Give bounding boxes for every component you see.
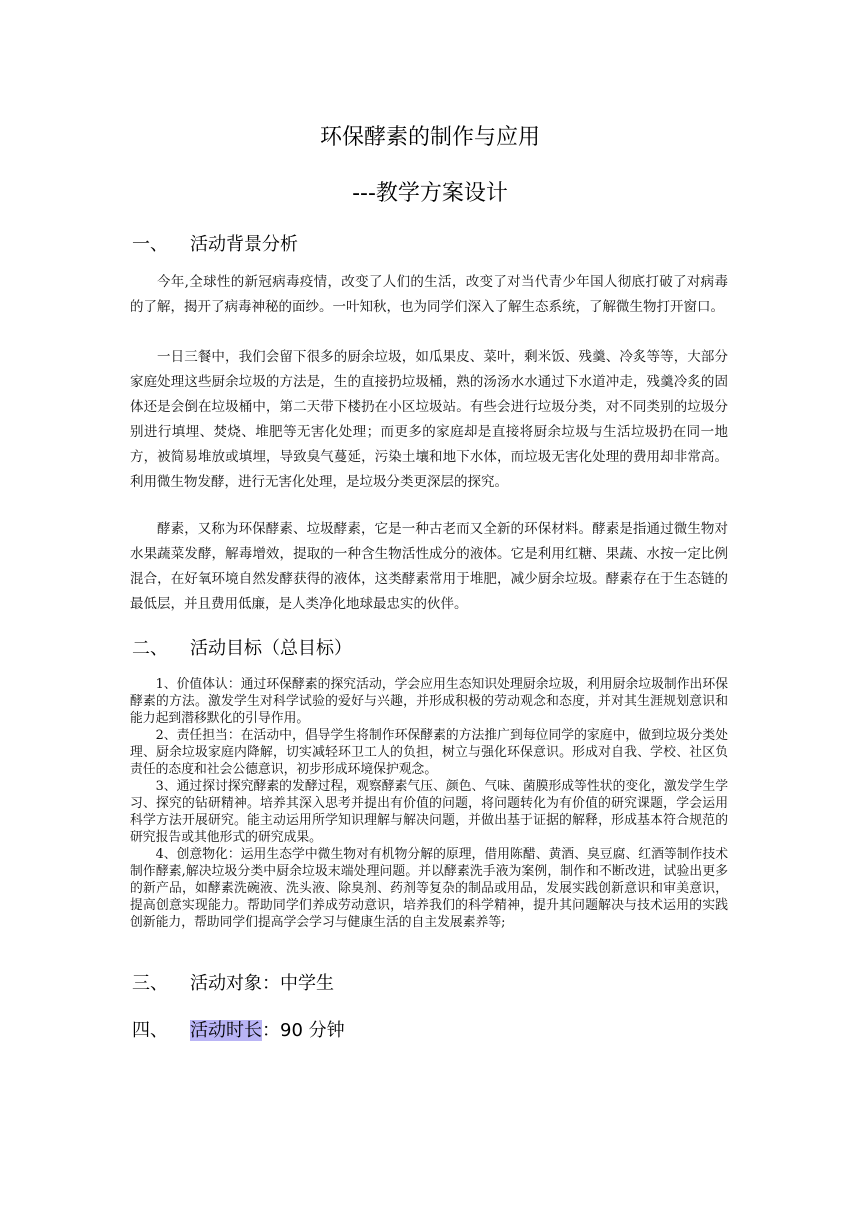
document-title: 环保酵素的制作与应用 [319,125,540,150]
section-number: 三、 [132,973,168,994]
goal-item-3: 3、通过探讨探究酵素的发酵过程，观察酵素气压、颜色、气味、菌膜形成等性状的变化，激发学生学习、探究的钻研精神。培养其深入思考并提出有价值的问题，将问题转化为有价值的研究课题，学会运用科学方法开展研究。能主动运用所学知识理解与解决问题，并做出基于证据的解释，形成基本符合规范的研究报告或其他形式的研究成果。 [130,779,728,845]
highlighted-text: 活动时长 [190,1020,262,1041]
document-subtitle: ---教学方案设计 [352,181,508,206]
background-paragraph-2: 一日三餐中，我们会留下很多的厨余垃圾，如瓜果皮、菜叶，剩米饭、残羹、冷炙等等，大部分家庭处理这些厨余垃圾的方法是，生的直接扔垃圾桶，熟的汤汤水水通过下水道冲走，残羹冷炙的固体还是会倒在垃圾桶中，第二天带下楼扔在小区垃圾站。有些会进行垃圾分类，对不同类别的垃圾分别进行填埋、焚烧、堆肥等无害化处理；而更多的家庭却是直接将厨余垃圾与生活垃圾扔在同一地方，被简易堆放或填埋，导致臭气蔓延，污染土壤和地下水体，而垃圾无害化处理的费用却非常高。利用微生物发酵，进行无害化处理，是垃圾分类更深层的探究。 [130,349,728,490]
section-heading-3 [132,969,334,995]
background-paragraph-1: 今年,全球性的新冠病毒疫情，改变了人们的生活，改变了对当代青少年国人彻底打破了对病毒的了解，揭开了病毒神秘的面纱。一叶知秋，也为同学们深入了解生态系统，了解微生物打开窗口。 [130,274,728,315]
section-number: 一、 [132,234,168,255]
goal-item-1: 1、价值体认：通过环保酵素的探究活动，学会应用生态知识处理厨余垃圾，利用厨余垃圾制作出环保酵素的方法。激发学生对科学试验的爱好与兴趣，并形成积极的劳动观念和态度，并对其生涯规划意识和能力起到潜移默化的引导作用。 [130,677,728,726]
section-title: 活动对象：中学生 [190,973,334,994]
section-title: 活动背景分析 [190,234,298,255]
section-heading-4 [132,1016,345,1042]
section-number: 四、 [132,1020,168,1041]
background-paragraph-3: 酵素，又称为环保酵素、垃圾酵素，它是一种古老而又全新的环保材料。酵素是指通过微生物对水果蔬菜发酵，解毒增效，提取的一种含生物活性成分的液体。它是利用红糖、果蔬、水按一定比例混合，在好氧环境自然发酵获得的液体，这类酵素常用于堆肥，减少厨余垃圾。酵素存在于生态链的最低层，并且费用低廉，是人类净化地球最忠实的伙伴。 [130,521,728,612]
section-title-rest: ：90 分钟 [262,1020,345,1041]
goal-item-4: 4、创意物化：运用生态学中微生物对有机物分解的原理，借用陈醋、黄酒、臭豆腐、红酒等制作技术制作酵素,解决垃圾分类中厨余垃圾末端处理问题。并以酵素洗手液为案例，制作和不断改进，试验出更多的新产品，如酵素洗碗液、洗头液、除臭剂、药剂等复杂的制品或用品，发展实践创新意识和审美意识，提高创意实现能力。帮助同学们养成劳动意识，培养我们的科学精神，提升其问题解决与技术运用的实践创新能力，帮助同学们提高学会学习与健康生活的自主发展素养等; [130,847,728,930]
section-number: 二、 [132,638,168,659]
section-heading-2 [132,634,352,660]
section-title: 活动目标（总目标） [190,638,352,659]
goal-item-2: 2、责任担当：在活动中，倡导学生将制作环保酵素的方法推广到每位同学的家庭中，做到垃圾分类处理、厨余垃圾家庭内降解，切实减轻环卫工人的负担，树立与强化环保意识。形成对自我、学校、社区负责任的态度和社会公德意识，初步形成环境保护观念。 [130,728,728,777]
section-heading-1 [132,230,298,256]
